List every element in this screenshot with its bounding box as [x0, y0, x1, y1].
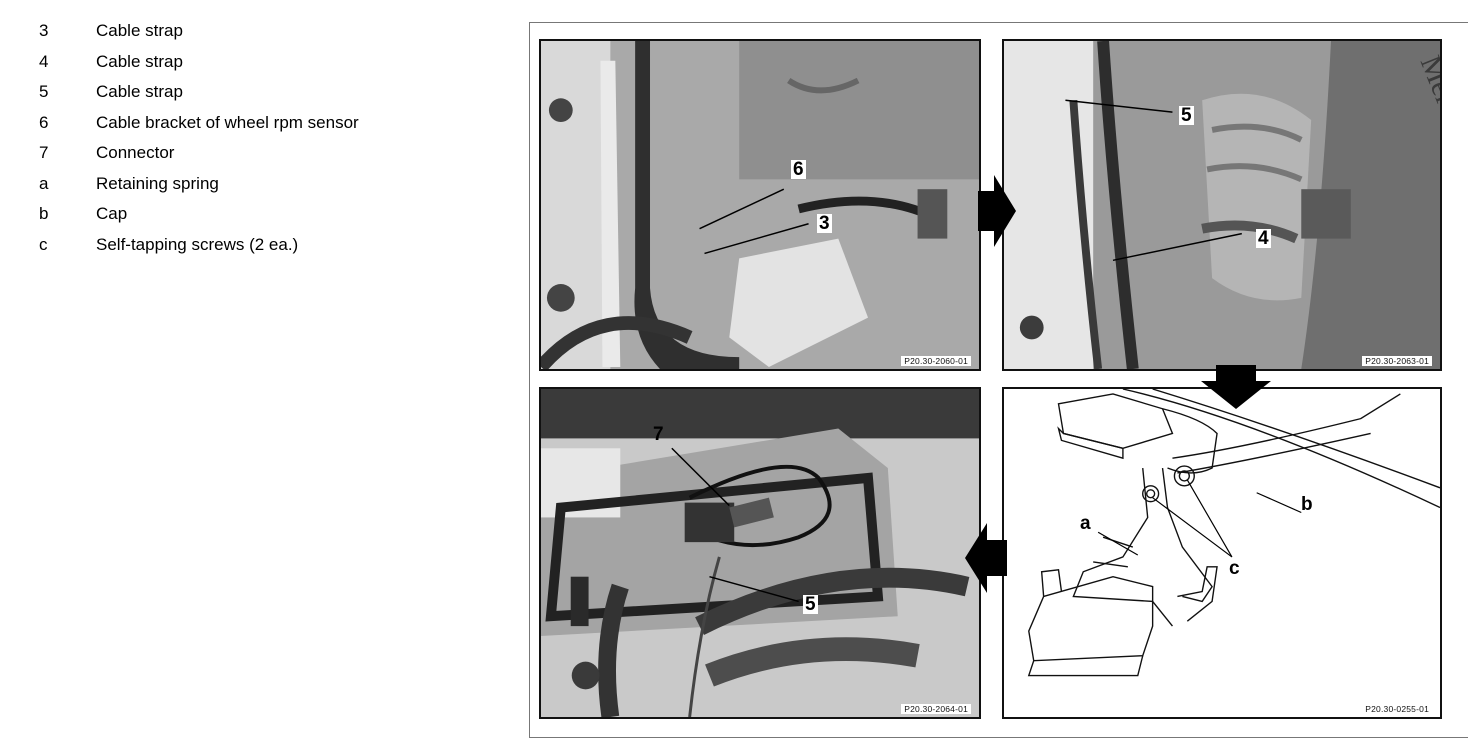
- legend-label: Cap: [96, 204, 128, 224]
- legend-key: 3: [39, 21, 49, 41]
- callout-label-b: b: [1301, 494, 1313, 515]
- legend-item: [39, 230, 359, 261]
- legend-item: [39, 108, 359, 139]
- legend-key: a: [39, 173, 49, 193]
- callout-label-5: 5: [805, 594, 816, 615]
- photo-id: P20.30-2060-01: [901, 356, 971, 366]
- legend-label: Retaining spring: [96, 173, 219, 193]
- photo-id: P20.30-0255-01: [1362, 704, 1432, 714]
- drawing-panel-bottom-right: [1002, 387, 1442, 719]
- callout-label-3: 3: [819, 213, 830, 234]
- air-intake-photo: [1004, 41, 1440, 369]
- legend-item: [39, 16, 359, 47]
- engine-bay-photo: [541, 41, 979, 369]
- arrow-left-icon: [965, 523, 1007, 593]
- callout-label-7: 7: [653, 424, 664, 445]
- callout-label-4: 4: [1258, 228, 1269, 249]
- callout-label-c: c: [1229, 558, 1240, 579]
- procedure-figure: [529, 22, 1468, 738]
- photo-panel-top-right: [1002, 39, 1442, 371]
- legend-key: 6: [39, 112, 49, 132]
- legend-label: Cable strap: [96, 51, 183, 71]
- callout-label-5: 5: [1181, 105, 1192, 126]
- legend-item: [39, 77, 359, 108]
- legend-key: 4: [39, 51, 49, 71]
- legend-key: 5: [39, 82, 49, 102]
- legend-label: Cable bracket of wheel rpm sensor: [96, 112, 359, 132]
- legend-item: [39, 169, 359, 200]
- photo-id: P20.30-2064-01: [901, 704, 971, 714]
- legend-label: Self-tapping screws (2 ea.): [96, 234, 299, 254]
- photo-panel-top-left: [539, 39, 981, 371]
- photo-panel-bottom-left: [539, 387, 981, 719]
- legend-label: Cable strap: [96, 82, 183, 102]
- connector-photo: [541, 389, 979, 717]
- legend-key: c: [39, 234, 48, 254]
- legend-label: Connector: [96, 143, 175, 163]
- legend-key: 7: [39, 143, 49, 163]
- callout-label-a: a: [1080, 513, 1091, 534]
- legend-item: [39, 199, 359, 230]
- arrow-right-icon: [978, 175, 1016, 247]
- legend-key: b: [39, 204, 49, 224]
- retaining-spring-drawing: [1004, 389, 1440, 717]
- legend-item: [39, 47, 359, 78]
- arrow-down-icon: [1201, 365, 1271, 409]
- legend-label: Cable strap: [96, 21, 183, 41]
- callout-label-6: 6: [793, 159, 804, 180]
- legend-list: [39, 16, 359, 260]
- legend-item: [39, 138, 359, 169]
- photo-id: P20.30-2063-01: [1362, 356, 1432, 366]
